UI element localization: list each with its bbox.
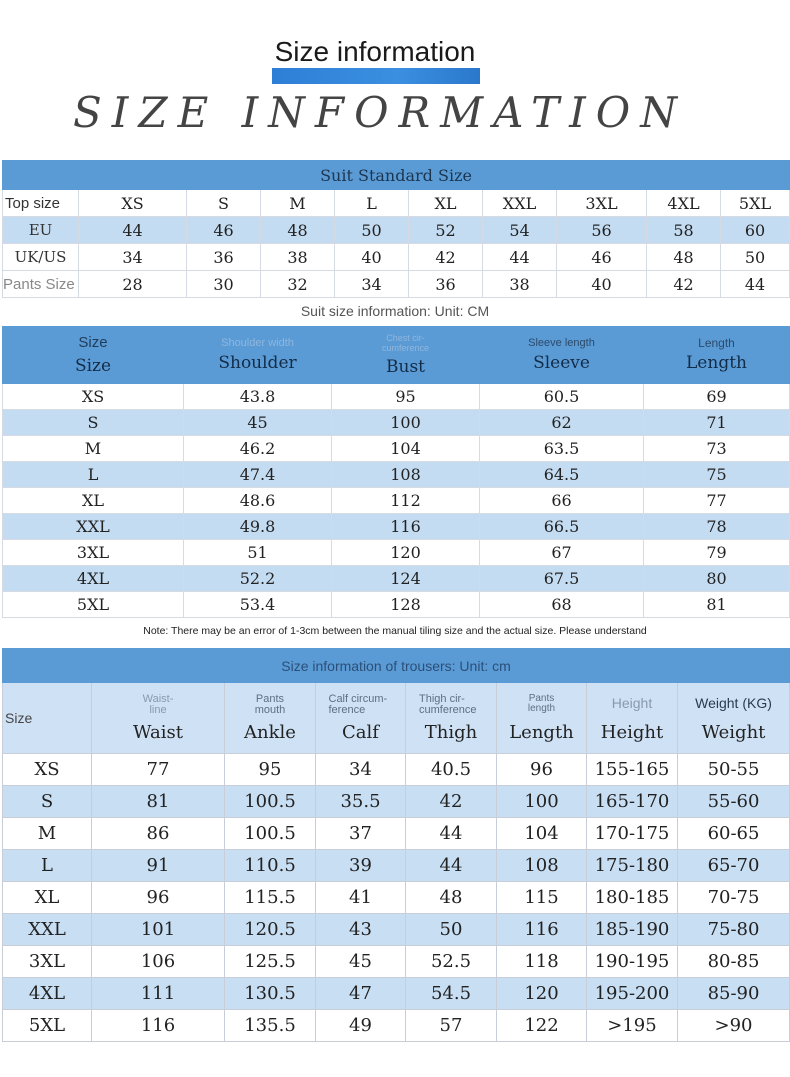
table-row xyxy=(3,190,790,217)
table-cell: 36 xyxy=(187,244,261,271)
table-cell: 115 xyxy=(497,882,587,914)
row-label: EU xyxy=(3,217,79,244)
table-cell: 165-170 xyxy=(587,786,678,818)
table-cell: 49 xyxy=(316,1010,406,1042)
table-cell: 34 xyxy=(79,244,187,271)
table-cell: 50-55 xyxy=(678,754,790,786)
table-cell: 104 xyxy=(332,436,480,462)
table-cell: XL xyxy=(409,190,483,217)
table-cell: 3XL xyxy=(3,540,184,566)
table-cell: 43 xyxy=(316,914,406,946)
table-cell: 115.5 xyxy=(225,882,316,914)
table-cell: 37 xyxy=(316,818,406,850)
table-cell: XL xyxy=(3,882,92,914)
table-cell: 41 xyxy=(316,882,406,914)
table-header-row xyxy=(3,327,790,384)
table-cell: 48.6 xyxy=(184,488,332,514)
column-header: Thigh cir-cumference Thigh xyxy=(406,683,497,754)
table-cell: >195 xyxy=(587,1010,678,1042)
suit-size-info-table xyxy=(2,326,790,618)
table-cell: 48 xyxy=(647,244,721,271)
table-cell: 195-200 xyxy=(587,978,678,1010)
table-cell: 100 xyxy=(497,786,587,818)
suit-standard-size-table xyxy=(2,160,790,298)
table-cell: 28 xyxy=(79,271,187,298)
table-cell: 130.5 xyxy=(225,978,316,1010)
table-cell: 77 xyxy=(644,488,790,514)
table-cell: 44 xyxy=(79,217,187,244)
table-cell: 68 xyxy=(480,592,644,618)
table-cell: 100.5 xyxy=(225,818,316,850)
table-cell: 45 xyxy=(316,946,406,978)
table-cell: 91 xyxy=(92,850,225,882)
table-row xyxy=(3,978,790,1010)
table-cell: 50 xyxy=(721,244,790,271)
table-cell: 65-70 xyxy=(678,850,790,882)
table-cell: 40.5 xyxy=(406,754,497,786)
table-cell: 47.4 xyxy=(184,462,332,488)
table-cell: 56 xyxy=(557,217,647,244)
table-cell: 118 xyxy=(497,946,587,978)
table-cell: S xyxy=(187,190,261,217)
column-header: Sleeve length Sleeve xyxy=(480,327,644,384)
table-cell: 116 xyxy=(332,514,480,540)
table-cell: 39 xyxy=(316,850,406,882)
table-cell: 112 xyxy=(332,488,480,514)
table-cell: 185-190 xyxy=(587,914,678,946)
table-cell: 42 xyxy=(409,244,483,271)
table-cell: 30 xyxy=(187,271,261,298)
table-cell: 47 xyxy=(316,978,406,1010)
trousers-caption: Size information of trousers: Unit: cm xyxy=(3,649,790,683)
table-cell: L xyxy=(335,190,409,217)
table-row xyxy=(3,271,790,298)
table-cell: XXL xyxy=(483,190,557,217)
table-cell: 75-80 xyxy=(678,914,790,946)
table-cell: 51 xyxy=(184,540,332,566)
table-cell: 3XL xyxy=(3,946,92,978)
table-cell: 43.8 xyxy=(184,384,332,410)
table-cell: XXL xyxy=(3,914,92,946)
table-row xyxy=(3,244,790,271)
table-cell: 32 xyxy=(261,271,335,298)
table-cell: 71 xyxy=(644,410,790,436)
table-cell: 54.5 xyxy=(406,978,497,1010)
table-cell: 95 xyxy=(225,754,316,786)
table-row xyxy=(3,462,790,488)
table-cell: 5XL xyxy=(3,592,184,618)
table-cell: 100 xyxy=(332,410,480,436)
page-subtitle: SIZE INFORMATION xyxy=(73,88,687,137)
table-cell: 42 xyxy=(647,271,721,298)
table-row xyxy=(3,592,790,618)
table-cell: 62 xyxy=(480,410,644,436)
table-cell: 53.4 xyxy=(184,592,332,618)
table-header-row xyxy=(3,683,790,754)
table-cell: 80 xyxy=(644,566,790,592)
table-cell: 45 xyxy=(184,410,332,436)
table-row xyxy=(3,436,790,462)
table-cell: 79 xyxy=(644,540,790,566)
table-row xyxy=(3,754,790,786)
table-row xyxy=(3,786,790,818)
column-header: Pants mouth Ankle xyxy=(225,683,316,754)
table-cell: 60.5 xyxy=(480,384,644,410)
table-cell: 50 xyxy=(406,914,497,946)
table-cell: 40 xyxy=(557,271,647,298)
row-label: Top size xyxy=(3,190,79,217)
table-row xyxy=(3,217,790,244)
table-row xyxy=(3,566,790,592)
table-cell: 190-195 xyxy=(587,946,678,978)
table-cell: 108 xyxy=(332,462,480,488)
table-cell: 49.8 xyxy=(184,514,332,540)
table-cell: 73 xyxy=(644,436,790,462)
table-cell: >90 xyxy=(678,1010,790,1042)
table-cell: 70-75 xyxy=(678,882,790,914)
table-row xyxy=(3,540,790,566)
table-cell: 42 xyxy=(406,786,497,818)
table-row xyxy=(3,514,790,540)
table-cell: 81 xyxy=(92,786,225,818)
table-cell: 54 xyxy=(483,217,557,244)
column-header: Calf circum-ference Calf xyxy=(316,683,406,754)
table-cell: 67.5 xyxy=(480,566,644,592)
table-cell: 36 xyxy=(409,271,483,298)
table-cell: 155-165 xyxy=(587,754,678,786)
table-cell: L xyxy=(3,850,92,882)
table-row xyxy=(3,410,790,436)
table-cell: 96 xyxy=(92,882,225,914)
table-cell: 96 xyxy=(497,754,587,786)
table-cell: 135.5 xyxy=(225,1010,316,1042)
table-cell: M xyxy=(3,436,184,462)
table-cell: 4XL xyxy=(3,566,184,592)
table-cell: S xyxy=(3,410,184,436)
table-cell: 48 xyxy=(406,882,497,914)
table-cell: XXL xyxy=(3,514,184,540)
table-cell: 77 xyxy=(92,754,225,786)
table-cell: 60 xyxy=(721,217,790,244)
trousers-size-table xyxy=(2,648,790,1042)
table-cell: 5XL xyxy=(721,190,790,217)
page-title: Size information xyxy=(274,36,476,67)
table-cell: 80-85 xyxy=(678,946,790,978)
table-row xyxy=(3,488,790,514)
table-cell: 120.5 xyxy=(225,914,316,946)
table-cell: S xyxy=(3,786,92,818)
table-cell: XS xyxy=(3,384,184,410)
table-cell: 57 xyxy=(406,1010,497,1042)
column-header: Size xyxy=(3,683,92,754)
table-cell: 66.5 xyxy=(480,514,644,540)
column-header: Chest cir-cumference Bust xyxy=(332,327,480,384)
table-cell: 55-60 xyxy=(678,786,790,818)
table-cell: 111 xyxy=(92,978,225,1010)
table-cell: 116 xyxy=(497,914,587,946)
table-cell: 78 xyxy=(644,514,790,540)
table-cell: 52.2 xyxy=(184,566,332,592)
table-cell: 35.5 xyxy=(316,786,406,818)
table-cell: 104 xyxy=(497,818,587,850)
column-header: Size Size xyxy=(3,327,184,384)
table-cell: 125.5 xyxy=(225,946,316,978)
table-cell: 52.5 xyxy=(406,946,497,978)
table-cell: 44 xyxy=(721,271,790,298)
table-cell: XS xyxy=(3,754,92,786)
table-cell: 69 xyxy=(644,384,790,410)
table-cell: 122 xyxy=(497,1010,587,1042)
table-cell: 75 xyxy=(644,462,790,488)
table-row xyxy=(3,882,790,914)
table-cell: 38 xyxy=(261,244,335,271)
row-label: UK/US xyxy=(3,244,79,271)
column-header: Shoulder width Shoulder xyxy=(184,327,332,384)
table-row xyxy=(3,384,790,410)
table-cell: 34 xyxy=(316,754,406,786)
table-cell: 4XL xyxy=(647,190,721,217)
table-cell: L xyxy=(3,462,184,488)
table-cell: 120 xyxy=(497,978,587,1010)
table-cell: 110.5 xyxy=(225,850,316,882)
table-cell: XS xyxy=(79,190,187,217)
column-header: Weight (KG) Weight xyxy=(678,683,790,754)
table-cell: 58 xyxy=(647,217,721,244)
table-cell: 63.5 xyxy=(480,436,644,462)
table-cell: 180-185 xyxy=(587,882,678,914)
table-cell: XL xyxy=(3,488,184,514)
suit-info-caption: Suit size information: Unit: CM xyxy=(300,303,490,319)
table-cell: 100.5 xyxy=(225,786,316,818)
table-cell: 50 xyxy=(335,217,409,244)
table-row xyxy=(3,1010,790,1042)
table-cell: 124 xyxy=(332,566,480,592)
table-row xyxy=(3,946,790,978)
table-cell: 48 xyxy=(261,217,335,244)
column-header: Length Length xyxy=(644,327,790,384)
table-cell: 66 xyxy=(480,488,644,514)
table-cell: 60-65 xyxy=(678,818,790,850)
table-row xyxy=(3,850,790,882)
table-row xyxy=(3,914,790,946)
table-cell: 34 xyxy=(335,271,409,298)
table-cell: M xyxy=(261,190,335,217)
row-label: Pants Size xyxy=(3,271,79,298)
table-cell: 52 xyxy=(409,217,483,244)
table-cell: 46.2 xyxy=(184,436,332,462)
table-cell: 120 xyxy=(332,540,480,566)
table-cell: 4XL xyxy=(3,978,92,1010)
table-cell: 170-175 xyxy=(587,818,678,850)
table-cell: 67 xyxy=(480,540,644,566)
table-cell: 86 xyxy=(92,818,225,850)
table-row xyxy=(3,818,790,850)
column-header: Height Height xyxy=(587,683,678,754)
table-cell: 106 xyxy=(92,946,225,978)
table-cell: 44 xyxy=(406,818,497,850)
table-cell: 3XL xyxy=(557,190,647,217)
table-cell: 5XL xyxy=(3,1010,92,1042)
table-cell: 44 xyxy=(483,244,557,271)
table-cell: 128 xyxy=(332,592,480,618)
column-header: Waist-line Waist xyxy=(92,683,225,754)
title-underline-bar xyxy=(272,68,480,84)
tolerance-note: Note: There may be an error of 1-3cm between the manual tiling size and the actual size. Please understand xyxy=(143,625,647,637)
table-cell: 40 xyxy=(335,244,409,271)
table-cell: 46 xyxy=(187,217,261,244)
suit-standard-caption: Suit Standard Size xyxy=(3,161,790,190)
table-cell: 95 xyxy=(332,384,480,410)
table-cell: 81 xyxy=(644,592,790,618)
table-cell: 116 xyxy=(92,1010,225,1042)
table-cell: 46 xyxy=(557,244,647,271)
table-cell: M xyxy=(3,818,92,850)
table-cell: 101 xyxy=(92,914,225,946)
table-cell: 64.5 xyxy=(480,462,644,488)
column-header: Pants length Length xyxy=(497,683,587,754)
table-cell: 44 xyxy=(406,850,497,882)
table-cell: 108 xyxy=(497,850,587,882)
table-cell: 85-90 xyxy=(678,978,790,1010)
table-cell: 38 xyxy=(483,271,557,298)
table-cell: 175-180 xyxy=(587,850,678,882)
